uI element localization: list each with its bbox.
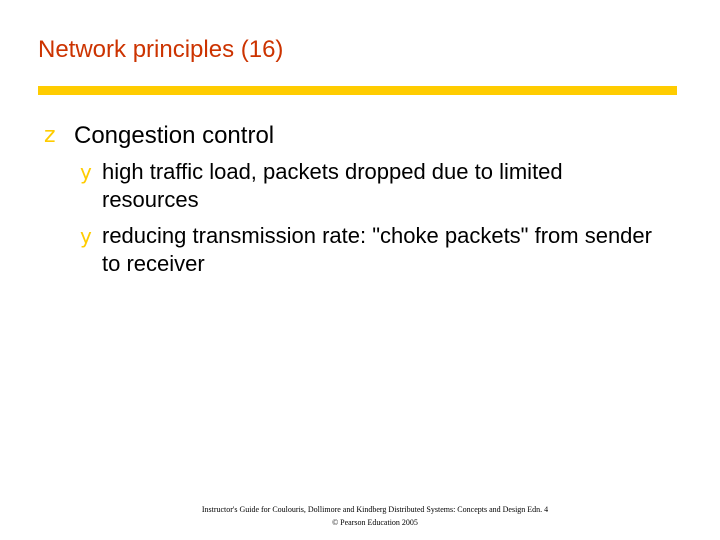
footer-copyright: © Pearson Education 2005 bbox=[332, 518, 418, 527]
list-item-text: high traffic load, packets dropped due to limited resources bbox=[102, 159, 563, 212]
list-item-text: reducing transmission rate: "choke packets" from sender to receiver bbox=[102, 223, 652, 276]
z-bullet-icon: z bbox=[44, 123, 56, 148]
heading-bullet bbox=[44, 122, 664, 149]
list-item bbox=[80, 158, 660, 214]
list-item bbox=[80, 222, 660, 278]
heading-text: Congestion control bbox=[74, 122, 275, 149]
title-divider bbox=[38, 86, 677, 95]
y-bullet-icon: y bbox=[80, 224, 92, 248]
footer-credit: Instructor's Guide for Coulouris, Dollimore and Kindberg Distributed Systems: Concepts and Design Edn. 4 bbox=[201, 505, 549, 514]
slide-title: Network principles (16) bbox=[38, 36, 284, 63]
y-bullet-icon: y bbox=[80, 160, 92, 184]
slide-footer bbox=[170, 503, 580, 529]
